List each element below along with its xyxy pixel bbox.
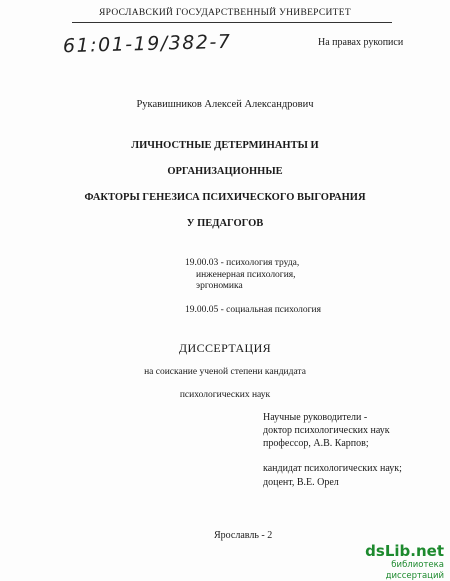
handwritten-catalog-code: 61:01-19/382-7 bbox=[62, 30, 232, 58]
degree-line-2: психологических наук bbox=[179, 390, 271, 400]
specialty-code-1: 19.00.03 - психология труда, bbox=[185, 258, 300, 268]
supervisor-1-degree: доктор психологических наук bbox=[263, 425, 390, 436]
header-rule bbox=[72, 22, 392, 23]
specialty-continuation-2: эргономика bbox=[196, 281, 243, 291]
manuscript-rights-note: На правах рукописи bbox=[318, 37, 404, 48]
specialty-continuation-1: инженерная психология, bbox=[196, 270, 296, 280]
degree-line-1: на соискание ученой степени кандидата bbox=[144, 367, 306, 377]
supervisor-2-degree: кандидат психологических наук; bbox=[263, 463, 402, 474]
watermark-logo-main: dsLib bbox=[365, 542, 411, 560]
specialty-code-2: 19.00.05 - социальная психология bbox=[185, 305, 321, 315]
title-line-1: ЛИЧНОСТНЫЕ ДЕТЕРМИНАНТЫ И bbox=[131, 140, 319, 151]
city-year: Ярославль - 2 bbox=[214, 530, 273, 541]
university-name: ЯРОСЛАВСКИЙ ГОСУДАРСТВЕННЫЙ УНИВЕРСИТЕТ bbox=[99, 8, 351, 18]
watermark-logo-tld: .net bbox=[410, 542, 444, 560]
supervisor-1-name: профессор, А.В. Карпов; bbox=[263, 438, 369, 449]
watermark-logo bbox=[332, 543, 444, 560]
title-line-4: У ПЕДАГОГОВ bbox=[186, 218, 264, 229]
supervisor-2-name: доцент, В.Е. Орел bbox=[263, 477, 339, 488]
author-name: Рукавишников Алексей Александрович bbox=[136, 99, 314, 110]
dslib-watermark[interactable] bbox=[332, 542, 444, 581]
watermark-subtitle: библиотека диссертаций bbox=[385, 560, 444, 581]
document-type-heading: ДИССЕРТАЦИЯ bbox=[178, 341, 272, 355]
title-line-2: ОРГАНИЗАЦИОННЫЕ bbox=[167, 166, 283, 177]
supervisors-heading: Научные руководители - bbox=[263, 412, 368, 423]
title-line-3: ФАКТОРЫ ГЕНЕЗИСА ПСИХИЧЕСКОГО ВЫГОРАНИЯ bbox=[84, 192, 366, 203]
